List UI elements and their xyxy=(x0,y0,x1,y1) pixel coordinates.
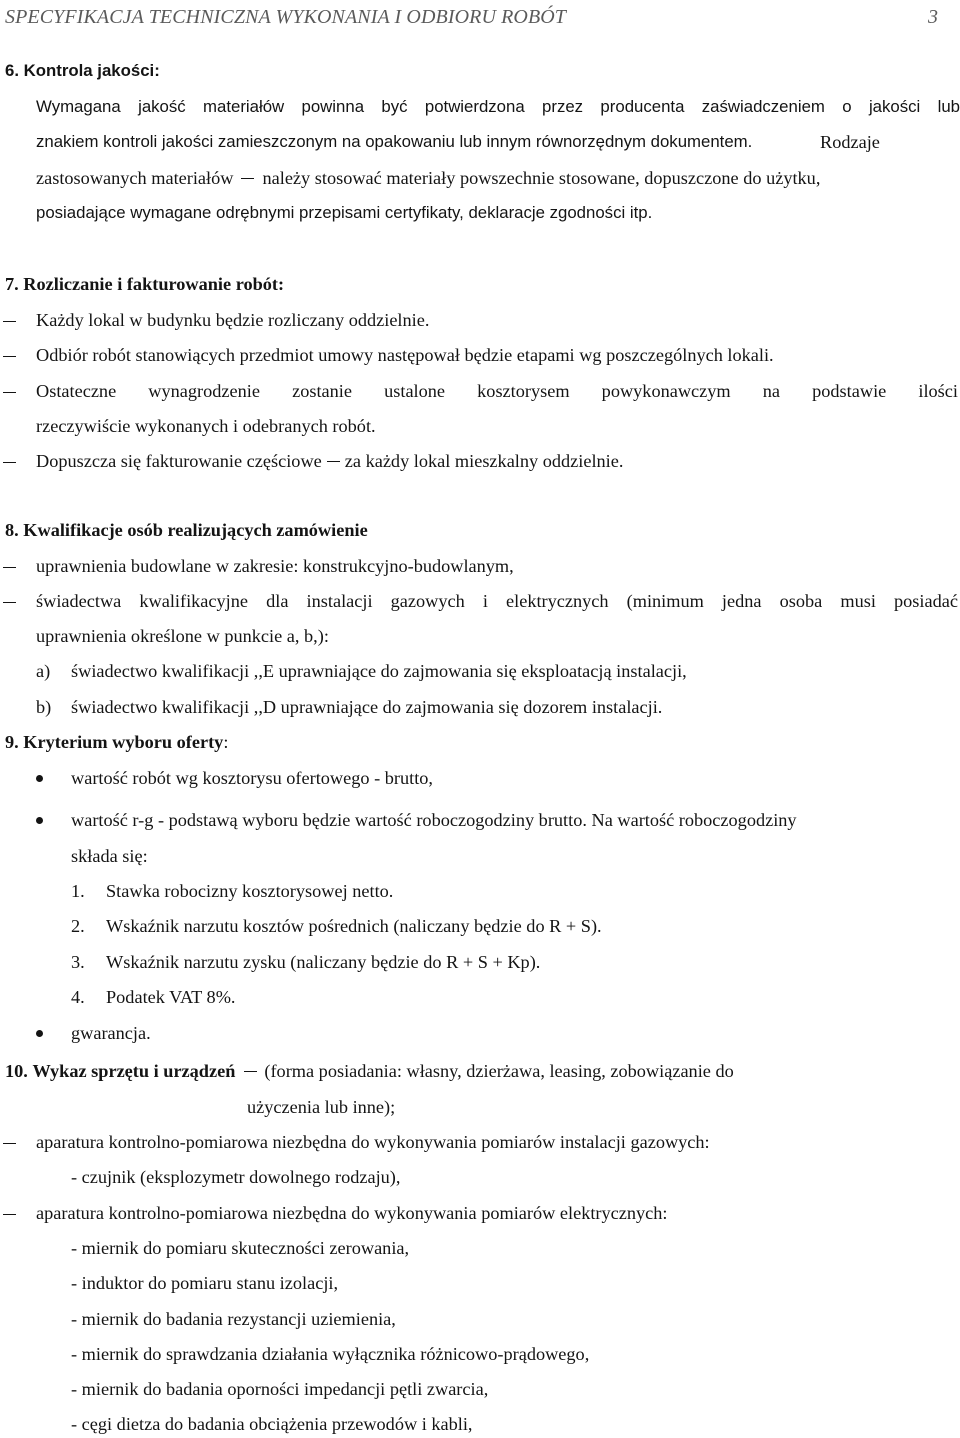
round-bullet xyxy=(36,775,43,782)
section-8-item-1: uprawnienia budowlane w zakresie: konstrukcyjno-budowlanym, xyxy=(36,556,514,576)
section-6-line-3 xyxy=(36,167,960,189)
dash-bullet xyxy=(3,1143,16,1144)
section-10-item-2-sub-2: - induktor do pomiaru stanu izolacji, xyxy=(71,1273,339,1293)
section-10-item-2-sub-4: - miernik do sprawdzania działania wyłącznika różnicowo-prądowego, xyxy=(71,1344,590,1364)
section-10-heading-cont: użyczenia lub inne); xyxy=(247,1097,396,1117)
dash-bullet xyxy=(3,462,16,463)
section-9-heading-num: 9. xyxy=(5,732,19,752)
section-10-heading-rest: (forma posiadania: własny, dzierżawa, leasing, zobowiązanie do xyxy=(264,1061,734,1081)
section-9-num-2: Wskaźnik narzutu kosztów pośrednich (naliczany będzie do R + S). xyxy=(106,916,602,936)
section-6-line-2 xyxy=(36,131,752,153)
section-9-bullet-2b: składa się: xyxy=(71,846,148,866)
section-8-heading: 8. Kwalifikacje osób realizujących zamówienie xyxy=(5,520,368,540)
section-9-bullet-1: wartość robót wg kosztorysu ofertowego - brutto, xyxy=(71,768,433,788)
section-8-item-2b: uprawnienia określone w punkcie a, b,): xyxy=(36,626,329,646)
en-dash xyxy=(327,461,340,462)
section-9-num-4-label: 4. xyxy=(71,987,85,1007)
en-dash xyxy=(244,1071,257,1072)
section-9-num-4: Podatek VAT 8%. xyxy=(106,987,236,1007)
dash-bullet xyxy=(3,567,16,568)
section-10-item-1: aparatura kontrolno-pomiarowa niezbędna do wykonywania pomiarów instalacji gazowych: xyxy=(36,1132,710,1152)
dash-bullet xyxy=(3,321,16,322)
section-9-bullet-3: gwarancja. xyxy=(71,1023,151,1043)
section-7-item-4a: Dopuszcza się fakturowanie częściowe xyxy=(36,451,322,471)
section-10-item-1-sub-1: - czujnik (eksplozymetr dowolnego rodzaju), xyxy=(71,1167,401,1187)
section-10-item-2-sub-5: - miernik do badania oporności impedancji pętli zwarcia, xyxy=(71,1379,489,1399)
section-10-heading-text: Wykaz sprzętu i urządzeń xyxy=(32,1061,236,1081)
section-10-item-2-sub-6: - cęgi dietza do badania obciążenia przewodów i kabli, xyxy=(71,1414,473,1434)
section-7-item-3a: Ostateczne wynagrodzenie zostanie ustalone kosztorysem powykonawczym na podstawie ilości xyxy=(36,381,958,401)
section-10-heading-num: 10. xyxy=(5,1061,28,1081)
section-7-heading: 7. Rozliczanie i fakturowanie robót: xyxy=(5,274,285,294)
section-7-item-4b: za każdy lokal mieszkalny oddzielnie. xyxy=(344,451,624,471)
section-6-line-3b: należy stosować materiały powszechnie stosowane, dopuszczone do użytku, xyxy=(262,168,821,188)
section-7-item-2: Odbiór robót stanowiących przedmiot umowy następował będzie etapami wg poszczególnych lokali. xyxy=(36,345,774,365)
section-8-a-label: a) xyxy=(36,661,51,681)
round-bullet xyxy=(36,817,43,824)
section-10-item-2: aparatura kontrolno-pomiarowa niezbędna do wykonywania pomiarów elektrycznych: xyxy=(36,1203,668,1223)
section-10-item-2-sub-3: - miernik do badania rezystancji uziemienia, xyxy=(71,1309,396,1329)
section-9-num-1: Stawka robocizny kosztorysowej netto. xyxy=(106,881,394,901)
section-8-b-text: świadectwo kwalifikacji ,,D uprawniające do zajmowania się dozorem instalacji. xyxy=(71,697,663,717)
section-6-line-4: posiadające wymagane odrębnymi przepisami certyfikaty, deklaracje zgodności itp. xyxy=(36,203,653,222)
section-7-item-4 xyxy=(36,450,623,472)
section-8-item-2a: świadectwa kwalifikacyjne dla instalacji gazowych i elektrycznych (minimum jedna osoba musi posiadać xyxy=(36,591,958,611)
page-header xyxy=(5,3,938,33)
header-title: SPECYFIKACJA TECHNICZNA WYKONANIA I ODBIORU ROBÓT xyxy=(5,6,567,28)
section-6-line-3a: zastosowanych materiałów xyxy=(36,168,234,188)
section-10-item-2-sub-1: - miernik do pomiaru skuteczności zerowania, xyxy=(71,1238,410,1258)
section-9-heading xyxy=(5,731,228,753)
section-6-line-2b: Rodzaje xyxy=(820,132,880,152)
dash-bullet xyxy=(3,356,16,357)
round-bullet xyxy=(36,1030,43,1037)
dash-bullet xyxy=(3,602,16,603)
section-8-a-text: świadectwo kwalifikacji ,,E uprawniające do zajmowania się eksploatacją instalacji, xyxy=(71,661,687,681)
section-10-heading xyxy=(5,1060,734,1082)
en-dash xyxy=(241,178,254,179)
section-6-heading: 6. Kontrola jakości: xyxy=(5,61,160,80)
section-9-heading-colon: : xyxy=(223,732,229,752)
dash-bullet xyxy=(3,1214,16,1215)
section-9-num-1-label: 1. xyxy=(71,881,85,901)
section-9-num-3: Wskaźnik narzutu zysku (naliczany będzie do R + S + Kp). xyxy=(106,952,541,972)
section-6-line-2a: znakiem kontroli jakości zamieszczonym na opakowaniu lub innym równorzędnym dokumentem. xyxy=(36,132,753,151)
page-number: 3 xyxy=(928,6,938,28)
section-9-bullet-2a: wartość r-g - podstawą wyboru będzie wartość roboczogodziny brutto. Na wartość roboczogodziny xyxy=(71,810,797,830)
section-9-heading-text: Kryterium wyboru oferty xyxy=(23,732,224,752)
section-7-item-3b: rzeczywiście wykonanych i odebranych robót. xyxy=(36,416,376,436)
section-9-num-3-label: 3. xyxy=(71,952,85,972)
section-8-b-label: b) xyxy=(36,697,52,717)
section-6-line-1: Wymagana jakość materiałów powinna być potwierdzona przez producenta zaświadczeniem o jakości lub xyxy=(36,97,960,116)
section-9-num-2-label: 2. xyxy=(71,916,85,936)
section-7-item-1: Każdy lokal w budynku będzie rozliczany oddzielnie. xyxy=(36,310,430,330)
dash-bullet xyxy=(3,392,16,393)
